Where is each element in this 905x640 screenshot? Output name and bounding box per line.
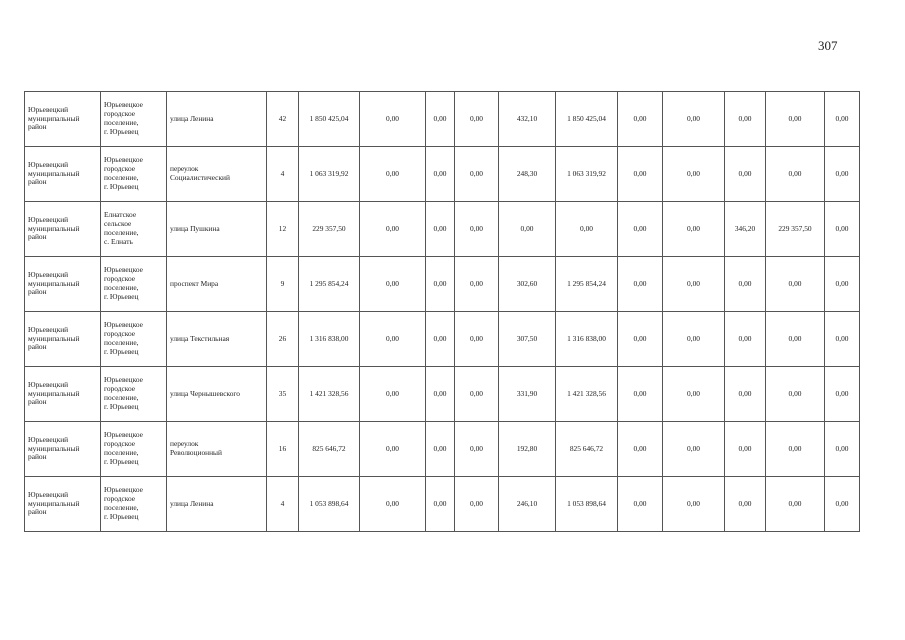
value-cell: 0,00 — [725, 257, 766, 312]
table-row — [25, 202, 860, 257]
settlement-cell-line: городское — [104, 274, 136, 284]
street-cell-line: улица Текстильная — [170, 333, 230, 343]
settlement-cell — [101, 312, 167, 367]
district-cell-line: Юрьевецкий — [28, 104, 69, 114]
settlement-cell-line: с. Елнать — [104, 236, 133, 246]
house-number-cell: 16 — [267, 422, 299, 477]
settlement-cell-line: поселение, — [104, 173, 139, 182]
house-number-cell: 4 — [267, 477, 299, 532]
cost-cell: 1 053 898,64 — [556, 477, 618, 532]
settlement-cell-line: городское — [104, 439, 136, 449]
value-cell: 0,00 — [360, 202, 426, 257]
cost-cell: 1 063 319,92 — [556, 147, 618, 202]
value-cell: 0,00 — [360, 147, 426, 202]
total-cost-cell: 1 850 425,04 — [299, 92, 360, 147]
street-cell — [167, 312, 267, 367]
table-row — [25, 312, 860, 367]
settlement-cell-line: Юрьевецкое — [104, 100, 143, 110]
value-cell: 0,00 — [426, 312, 455, 367]
district-cell — [25, 312, 101, 367]
settlement-cell-line: Елнатское — [104, 210, 137, 220]
house-number-cell: 42 — [267, 92, 299, 147]
street-cell-line: Революционный — [170, 448, 222, 457]
cost-cell: 1 316 838,00 — [556, 312, 618, 367]
total-cost-cell: 1 316 838,00 — [299, 312, 360, 367]
total-cost-cell: 1 295 854,24 — [299, 257, 360, 312]
value-cell: 0,00 — [426, 367, 455, 422]
district-cell — [25, 257, 101, 312]
value-cell: 0,00 — [825, 367, 860, 422]
value-cell: 0,00 — [455, 92, 499, 147]
settlement-cell-line: г. Юрьевец — [104, 181, 139, 191]
district-cell-line: Юрьевецкий — [28, 269, 69, 279]
value-cell: 0,00 — [766, 147, 825, 202]
settlement-cell-line: Юрьевецкое — [104, 485, 143, 495]
district-cell-line: Юрьевецкий — [28, 324, 69, 334]
value-cell: 0,00 — [426, 147, 455, 202]
value-cell: 0,00 — [455, 422, 499, 477]
total-cost-cell: 825 646,72 — [299, 422, 360, 477]
settlement-cell-line: г. Юрьевец — [104, 291, 139, 301]
page-number: 307 — [818, 38, 838, 53]
value-cell: 0,00 — [360, 477, 426, 532]
settlement-cell-line: городское — [104, 494, 136, 504]
district-cell-line: муниципальный — [28, 278, 80, 288]
cost-cell: 1 295 854,24 — [556, 257, 618, 312]
cost-cell: 1 850 425,04 — [556, 92, 618, 147]
settlement-cell-line: городское — [104, 384, 136, 394]
settlement-cell-line: г. Юрьевец — [104, 126, 139, 136]
value-cell: 0,00 — [825, 312, 860, 367]
table-row — [25, 367, 860, 422]
value-cell: 0,00 — [766, 92, 825, 147]
value-cell: 0,00 — [455, 367, 499, 422]
value-cell: 0,00 — [663, 422, 725, 477]
value-cell: 0,00 — [663, 147, 725, 202]
value-cell: 0,00 — [825, 92, 860, 147]
settlement-cell — [101, 92, 167, 147]
district-cell-line: муниципальный — [28, 333, 80, 343]
value-cell: 229 357,50 — [766, 202, 825, 257]
district-cell-line: Юрьевецкий — [28, 489, 69, 499]
street-cell-line: переулок — [170, 439, 199, 449]
settlement-cell-line: г. Юрьевец — [104, 511, 139, 521]
value-cell: 0,00 — [663, 312, 725, 367]
total-cost-cell: 1 063 319,92 — [299, 147, 360, 202]
value-cell: 0,00 — [725, 92, 766, 147]
value-cell: 0,00 — [360, 367, 426, 422]
value-cell: 0,00 — [426, 202, 455, 257]
settlement-cell — [101, 147, 167, 202]
value-cell: 0,00 — [618, 477, 663, 532]
street-cell-line: улица Пушкина — [170, 223, 220, 233]
table-row — [25, 257, 860, 312]
table-row — [25, 92, 860, 147]
settlement-cell-line: Юрьевецкое — [104, 155, 143, 165]
settlement-cell — [101, 367, 167, 422]
value-cell: 0,00 — [426, 257, 455, 312]
table-body — [25, 92, 860, 532]
settlement-cell-line: поселение, — [104, 118, 139, 127]
value-cell: 0,00 — [825, 477, 860, 532]
district-cell — [25, 367, 101, 422]
value-cell: 0,00 — [426, 422, 455, 477]
value-cell: 0,00 — [360, 312, 426, 367]
district-cell-line: район — [28, 122, 47, 132]
settlement-cell-line: г. Юрьевец — [104, 401, 139, 411]
district-cell — [25, 147, 101, 202]
street-cell — [167, 422, 267, 477]
value-cell: 0,00 — [725, 422, 766, 477]
district-cell-line: район — [28, 232, 47, 242]
street-cell — [167, 367, 267, 422]
district-cell-line: район — [28, 287, 47, 297]
value-cell: 0,00 — [360, 422, 426, 477]
street-cell-line: проспект Мира — [170, 278, 219, 288]
table-row — [25, 422, 860, 477]
settlement-cell-line: Юрьевецкое — [104, 375, 143, 385]
value-cell: 346,20 — [725, 202, 766, 257]
table-row — [25, 477, 860, 532]
settlement-cell-line: г. Юрьевец — [104, 456, 139, 466]
street-cell — [167, 202, 267, 257]
street-cell-line: переулок — [170, 164, 199, 174]
value-cell: 0,00 — [766, 367, 825, 422]
settlement-cell — [101, 202, 167, 257]
value-cell: 0,00 — [766, 477, 825, 532]
settlement-cell-line: Юрьевецкое — [104, 265, 143, 275]
house-number-cell: 9 — [267, 257, 299, 312]
value-cell: 0,00 — [455, 257, 499, 312]
district-cell-line: район — [28, 507, 47, 517]
settlement-cell-line: городское — [104, 329, 136, 339]
district-cell-line: муниципальный — [28, 223, 80, 233]
settlement-cell-line: поселение, — [104, 448, 139, 457]
district-cell-line: муниципальный — [28, 498, 80, 508]
cost-cell: 825 646,72 — [556, 422, 618, 477]
settlement-cell — [101, 477, 167, 532]
area-cell: 307,50 — [499, 312, 556, 367]
area-cell: 246,10 — [499, 477, 556, 532]
cost-cell: 0,00 — [556, 202, 618, 257]
value-cell: 0,00 — [618, 147, 663, 202]
register-table — [24, 91, 860, 532]
value-cell: 0,00 — [825, 422, 860, 477]
value-cell: 0,00 — [663, 92, 725, 147]
total-cost-cell: 229 357,50 — [299, 202, 360, 257]
settlement-cell — [101, 422, 167, 477]
district-cell-line: муниципальный — [28, 168, 80, 178]
settlement-cell — [101, 257, 167, 312]
value-cell: 0,00 — [455, 202, 499, 257]
district-cell-line: район — [28, 452, 47, 462]
house-number-cell: 26 — [267, 312, 299, 367]
settlement-cell-line: поселение, — [104, 228, 139, 237]
value-cell: 0,00 — [360, 257, 426, 312]
house-number-cell: 12 — [267, 202, 299, 257]
value-cell: 0,00 — [455, 312, 499, 367]
value-cell: 0,00 — [618, 202, 663, 257]
street-cell-line: улица Ленина — [170, 498, 214, 508]
value-cell: 0,00 — [663, 257, 725, 312]
district-cell — [25, 477, 101, 532]
street-cell-line: улица Чернышевского — [170, 388, 240, 398]
value-cell: 0,00 — [825, 257, 860, 312]
street-cell-line: Социалистический — [170, 173, 230, 182]
value-cell: 0,00 — [663, 367, 725, 422]
district-cell-line: Юрьевецкий — [28, 214, 69, 224]
value-cell: 0,00 — [618, 257, 663, 312]
value-cell: 0,00 — [663, 477, 725, 532]
street-cell — [167, 477, 267, 532]
area-cell: 432,10 — [499, 92, 556, 147]
value-cell: 0,00 — [618, 312, 663, 367]
area-cell: 331,90 — [499, 367, 556, 422]
district-cell-line: район — [28, 342, 47, 352]
street-cell — [167, 92, 267, 147]
district-cell-line: район — [28, 177, 47, 187]
district-cell-line: Юрьевецкий — [28, 434, 69, 444]
settlement-cell-line: поселение, — [104, 393, 139, 402]
value-cell: 0,00 — [725, 147, 766, 202]
district-cell — [25, 92, 101, 147]
value-cell: 0,00 — [455, 477, 499, 532]
settlement-cell-line: поселение, — [104, 503, 139, 512]
total-cost-cell: 1 421 328,56 — [299, 367, 360, 422]
district-cell-line: муниципальный — [28, 113, 80, 123]
house-number-cell: 4 — [267, 147, 299, 202]
value-cell: 0,00 — [766, 312, 825, 367]
area-cell: 248,30 — [499, 147, 556, 202]
total-cost-cell: 1 053 898,64 — [299, 477, 360, 532]
value-cell: 0,00 — [426, 92, 455, 147]
settlement-cell-line: поселение, — [104, 283, 139, 292]
district-cell-line: Юрьевецкий — [28, 379, 69, 389]
cost-cell: 1 421 328,56 — [556, 367, 618, 422]
area-cell: 302,60 — [499, 257, 556, 312]
settlement-cell-line: Юрьевецкое — [104, 430, 143, 440]
value-cell: 0,00 — [426, 477, 455, 532]
district-cell-line: муниципальный — [28, 388, 80, 398]
street-cell — [167, 147, 267, 202]
settlement-cell-line: городское — [104, 164, 136, 174]
value-cell: 0,00 — [725, 312, 766, 367]
value-cell: 0,00 — [766, 257, 825, 312]
value-cell: 0,00 — [725, 477, 766, 532]
district-cell-line: муниципальный — [28, 443, 80, 453]
value-cell: 0,00 — [618, 367, 663, 422]
street-cell — [167, 257, 267, 312]
value-cell: 0,00 — [663, 202, 725, 257]
value-cell: 0,00 — [725, 367, 766, 422]
value-cell: 0,00 — [455, 147, 499, 202]
house-number-cell: 35 — [267, 367, 299, 422]
value-cell: 0,00 — [825, 202, 860, 257]
value-cell: 0,00 — [618, 422, 663, 477]
settlement-cell-line: поселение, — [104, 338, 139, 347]
area-cell: 0,00 — [499, 202, 556, 257]
district-cell — [25, 422, 101, 477]
settlement-cell-line: сельское — [104, 219, 132, 229]
value-cell: 0,00 — [825, 147, 860, 202]
district-cell — [25, 202, 101, 257]
settlement-cell-line: городское — [104, 109, 136, 119]
settlement-cell-line: Юрьевецкое — [104, 320, 143, 330]
settlement-cell-line: г. Юрьевец — [104, 346, 139, 356]
area-cell: 192,80 — [499, 422, 556, 477]
street-cell-line: улица Ленина — [170, 113, 214, 123]
table-row — [25, 147, 860, 202]
value-cell: 0,00 — [360, 92, 426, 147]
value-cell: 0,00 — [618, 92, 663, 147]
district-cell-line: район — [28, 397, 47, 407]
value-cell: 0,00 — [766, 422, 825, 477]
district-cell-line: Юрьевецкий — [28, 159, 69, 169]
